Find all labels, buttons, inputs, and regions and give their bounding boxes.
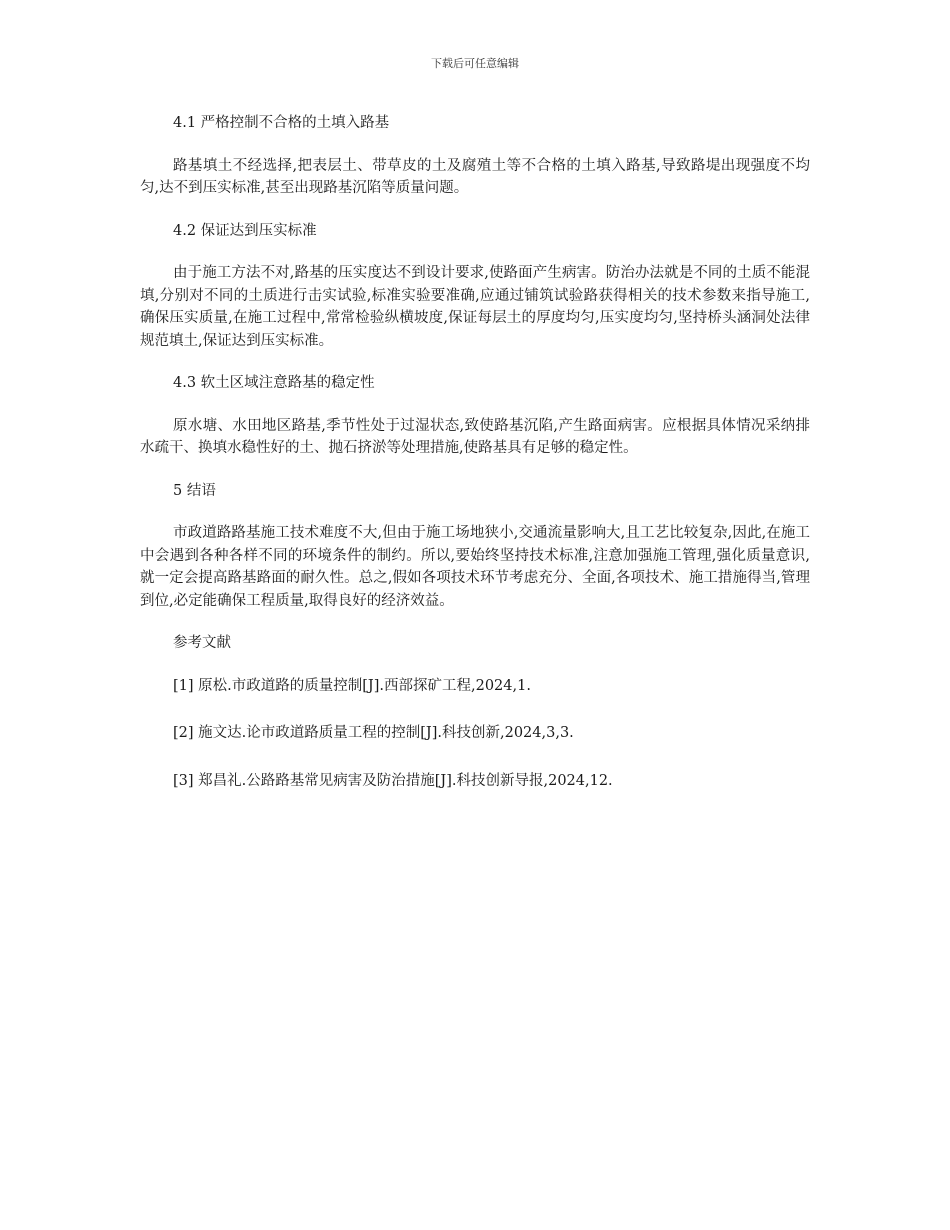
section-5-heading: 5 结语 [173, 482, 216, 499]
section-4-3-paragraph: 原水塘、水田地区路基,季节性处于过湿状态,致使路基沉陷,产生路面病害。应根据具体情况采纳排水疏干、换填水稳性好的土、抛石挤淤等处理措施,使路基具有足够的稳定性。 [140, 417, 810, 456]
reference-item-2: [2] 施文达.论市政道路质量工程的控制[J].科技创新,2024,3,3. [173, 725, 574, 741]
section-4-2-heading: 4.2 保证达到压实标准 [173, 222, 317, 239]
section-4-1-heading: 4.1 严格控制不合格的土填入路基 [173, 115, 390, 131]
section-5-paragraph: 市政道路路基施工技术难度不大,但由于施工场地狭小,交通流量影响大,且工艺比较复杂,因此,在施工中会遇到各种各样不同的环境条件的制约。所以,要始终坚持技术标准,注意加强施工管理,强化质量意识,就一定会提高路基路面的耐久性。总之,假如各项技术环节考虑充分、全面,各项技术、施工措施得当,管理到位,必定能确保工程质量,取得良好的经济效益。 [140, 525, 810, 609]
document-body [140, 112, 810, 817]
section-4-3-heading: 4.3 软土区域注意路基的稳定性 [173, 375, 375, 391]
section-4-1-paragraph: 路基填土不经选择,把表层土、带草皮的土及腐殖土等不合格的土填入路基,导致路堤出现强度不均匀,达不到压实标准,甚至出现路基沉陷等质量问题。 [140, 157, 810, 196]
page-header-note: 下载后可任意编辑 [431, 57, 519, 70]
reference-item-3: [3] 郑昌礼.公路路基常见病害及防治措施[J].科技创新导报,2024,12. [173, 772, 613, 789]
reference-item-1: [1] 原松.市政道路的质量控制[J].西部探矿工程,2024,1. [173, 677, 531, 694]
references-heading: 参考文献 [173, 635, 231, 651]
section-4-2-paragraph: 由于施工方法不对,路基的压实度达不到设计要求,使路面产生病害。防治办法就是不同的土质不能混填,分别对不同的土质进行击实试验,标准实验要准确,应通过铺筑试验路获得相关的技术参数来指导施工,确保压实质量,在施工过程中,常常检验纵横坡度,保证每层土的厚度均匀,压实度均匀,坚持桥头涵洞处法律规范填土,保证达到压实标准。 [140, 265, 810, 349]
